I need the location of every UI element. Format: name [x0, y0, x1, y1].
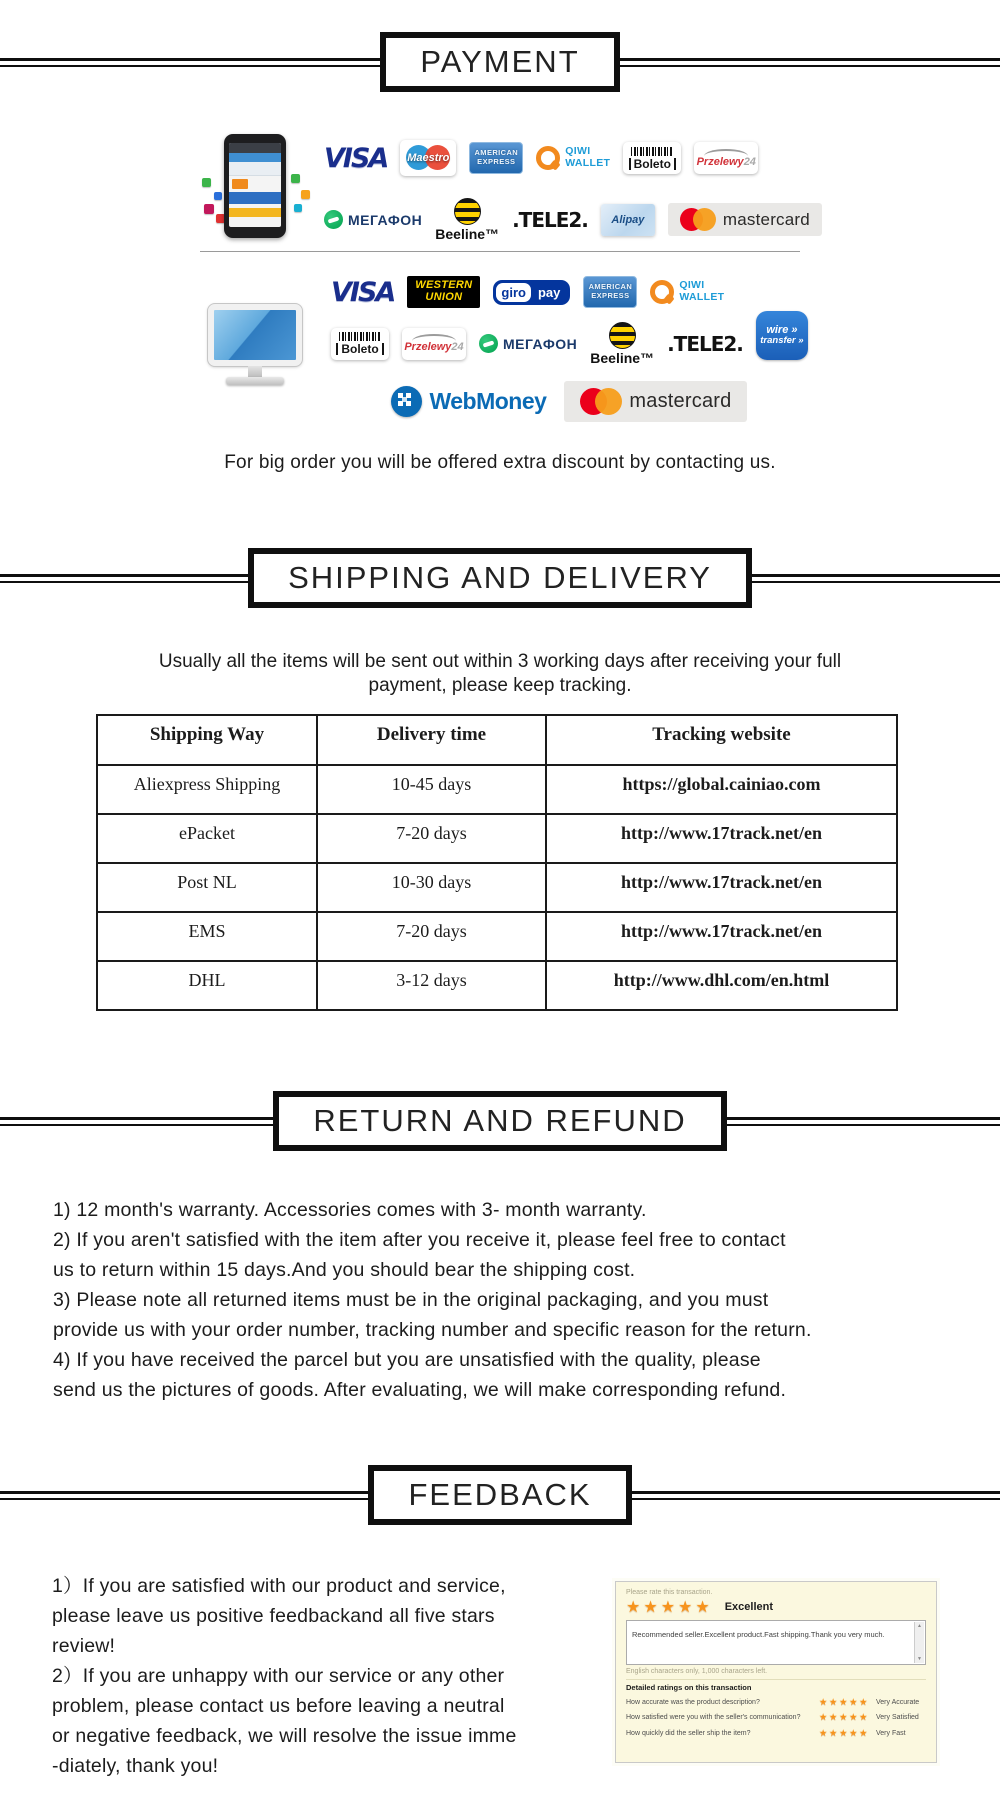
payment-section-header [0, 32, 1000, 92]
alipay-logo: Alipay [601, 204, 655, 236]
scroll-up-icon: ▲ [917, 1623, 922, 1629]
returns-line: 4) If you have received the parcel but you are unsatisfied with the quality, please [53, 1349, 761, 1371]
feedback-section-title: FEEDBACK [368, 1465, 631, 1525]
mastercard-logo: mastercard [564, 381, 747, 422]
shipping-section-title: SHIPPING AND DELIVERY [248, 548, 752, 608]
beeline-logo: Beeline™ [435, 198, 499, 241]
barcode-icon [339, 332, 381, 341]
returns-line: 3) Please note all returned items must be in the original packaging, and you must [53, 1289, 769, 1311]
mobile-payment-block [200, 130, 1000, 241]
beeline-logo: Beeline™ [590, 322, 654, 365]
app-tile-icon [202, 178, 211, 187]
qiwi-wallet-logo: QIWI WALLET [536, 146, 610, 170]
mobile-payment-row-1 [324, 140, 822, 176]
qiwi-q-icon [536, 146, 560, 170]
maestro-logo: Maestro [400, 140, 456, 176]
table-header-row [97, 715, 897, 765]
header-rule-left [0, 1491, 368, 1500]
header-rule-left [0, 58, 380, 67]
desktop-payment-row-3 [331, 381, 808, 422]
returns-line: provide us with your order number, tracking number and specific reason for the return. [53, 1319, 812, 1341]
feedback-line: 2）If you are unhappy with our service or any other [52, 1665, 505, 1687]
monitor-stand [248, 366, 262, 377]
rating-answer: Very Fast [876, 1729, 906, 1737]
five-star-rating-icon: ★★★★★ [818, 1712, 869, 1723]
visa-logo: VISA [324, 142, 388, 174]
detailed-rating-row [626, 1712, 926, 1723]
tele2-logo: .TELE2. [667, 331, 743, 356]
rate-transaction-label: Please rate this transaction. [626, 1589, 713, 1596]
feedback-line: please leave us positive feedbackand all five stars [52, 1605, 495, 1627]
shipping-table [96, 714, 898, 1011]
column-header-delivery-time: Delivery time [317, 715, 546, 765]
shipping-way-cell: Post NL [97, 863, 317, 912]
app-tile-icon [214, 192, 222, 200]
five-star-rating-icon: ★★★★★ [818, 1696, 869, 1708]
monitor-base [226, 377, 284, 385]
five-star-rating-icon: ★★★★★ [626, 1599, 713, 1616]
beeline-circle-icon [454, 198, 481, 225]
phone-body [224, 134, 286, 238]
megafon-circle-icon [479, 334, 498, 353]
header-rule-right [632, 1491, 1000, 1500]
feedback-policy-text [52, 1571, 557, 1781]
webmoney-circle-icon [391, 386, 422, 417]
tracking-website-cell: http://www.17track.net/en [546, 863, 897, 912]
header-rule-right [727, 1117, 1000, 1126]
feedback-content [52, 1571, 1000, 1781]
delivery-time-cell: 10-30 days [317, 863, 546, 912]
delivery-time-cell: 3-12 days [317, 961, 546, 1010]
table-row [97, 765, 897, 814]
rating-question: How satisfied were you with the seller's communication? [626, 1714, 801, 1721]
shipping-way-cell: DHL [97, 961, 317, 1010]
shipping-section-header [0, 548, 1000, 608]
app-tile-icon [291, 174, 300, 183]
tracking-website-cell: http://www.17track.net/en [546, 814, 897, 863]
shipping-way-cell: ePacket [97, 814, 317, 863]
delivery-time-cell: 7-20 days [317, 912, 546, 961]
returns-line: 1) 12 month's warranty. Accessories comes with 3- month warranty. [53, 1199, 647, 1221]
app-tile-icon [204, 204, 214, 214]
returns-line: send us the pictures of goods. After evaluating, we will make corresponding refund. [53, 1379, 787, 1401]
payment-section-title: PAYMENT [380, 32, 619, 92]
header-rule-right [752, 574, 1000, 583]
rating-answer: Very Satisfied [876, 1714, 919, 1721]
przelewy24-logo: Przelewy24 [694, 142, 758, 174]
table-row [97, 961, 897, 1010]
desktop-payment-row-1 [331, 276, 808, 308]
megafon-logo: МЕГАФОН [324, 210, 422, 229]
monitor-screen [208, 304, 302, 366]
desktop-payment-block [205, 266, 1000, 422]
detailed-ratings-title: Detailed ratings on this transaction [626, 1679, 926, 1692]
scrollbar [914, 1622, 924, 1663]
returns-section-title: RETURN AND REFUND [273, 1091, 726, 1151]
shipping-way-cell: EMS [97, 912, 317, 961]
feedback-line: -diately, thank you! [52, 1755, 219, 1777]
przelewy-arc-icon [704, 149, 748, 156]
payment-discount-note: For big order you will be offered extra discount by contacting us. [224, 452, 776, 473]
feedback-section-header [0, 1465, 1000, 1525]
rating-label: Excellent [724, 1601, 774, 1613]
column-header-shipping-way: Shipping Way [97, 715, 317, 765]
webmoney-logo: WebMoney [391, 386, 546, 417]
column-header-tracking-website: Tracking website [546, 715, 897, 765]
wire-transfer-logo: wire » transfer » [756, 311, 808, 360]
returns-line: us to return within 15 days.And you should bear the shipping cost. [53, 1259, 636, 1281]
rating-question: How accurate was the product description? [626, 1698, 760, 1706]
delivery-time-cell: 10-45 days [317, 765, 546, 814]
feedback-line: 1）If you are satisfied with our product and service, [52, 1575, 506, 1597]
rating-question: How quickly did the seller ship the item? [626, 1729, 751, 1737]
tracking-website-cell: http://www.17track.net/en [546, 912, 897, 961]
feedback-line: problem, please contact us before leaving a neutral [52, 1695, 505, 1717]
five-star-rating-icon: ★★★★★ [818, 1727, 869, 1739]
scroll-down-icon: ▼ [917, 1656, 922, 1662]
detailed-rating-row [626, 1728, 926, 1739]
rating-answer: Very Accurate [876, 1698, 920, 1706]
tele2-logo: .TELE2. [512, 207, 588, 232]
mobile-payment-row-2 [324, 198, 822, 241]
western-union-logo: WESTERN UNION [407, 276, 480, 307]
shipping-intro [0, 650, 1000, 698]
returns-line: 2) If you aren't satisfied with the item after you receive it, please feel free to contact [53, 1229, 786, 1251]
app-tile-icon [301, 190, 310, 199]
american-express-logo: AMERICAN EXPRESS [583, 276, 637, 308]
feedback-line: or negative feedback, we will resolve the issue imme [52, 1725, 517, 1747]
megafon-circle-icon [324, 210, 343, 229]
barcode-icon [631, 147, 673, 156]
returns-policy-text [53, 1195, 968, 1405]
shipping-intro-line2: payment, please keep tracking. [368, 675, 632, 696]
megafon-logo: МЕГАФОН [479, 334, 577, 353]
przelewy-arc-icon [412, 334, 456, 341]
header-rule-right [620, 58, 1000, 67]
feedback-comment-box [626, 1620, 926, 1665]
qiwi-wallet-logo: QIWI WALLET [650, 280, 724, 304]
table-row [97, 912, 897, 961]
shipping-way-cell: Aliexpress Shipping [97, 765, 317, 814]
phone-screen [229, 143, 281, 227]
qiwi-q-icon [650, 280, 674, 304]
detailed-rating-row [626, 1697, 926, 1708]
delivery-time-cell: 7-20 days [317, 814, 546, 863]
boleto-logo: Boleto [623, 142, 681, 174]
shipping-intro-line1: Usually all the items will be sent out within 3 working days after receiving your full [158, 651, 842, 672]
beeline-circle-icon [609, 322, 636, 349]
feedback-comment-text: Recommended seller.Excellent product.Fast shipping.Thank you very much. [632, 1630, 885, 1639]
header-rule-left [0, 1117, 273, 1126]
smartphone-image [200, 134, 312, 238]
visa-logo: VISA [331, 276, 395, 308]
app-tile-icon [294, 204, 302, 212]
feedback-line: review! [52, 1635, 116, 1657]
mastercard-circles-icon [680, 208, 716, 231]
american-express-logo: AMERICAN EXPRESS [469, 142, 523, 174]
boleto-logo: Boleto [331, 328, 389, 360]
table-row [97, 814, 897, 863]
character-limit-note: English characters only, 1,000 characters left. [626, 1668, 768, 1675]
giropay-logo: giro pay [493, 280, 570, 305]
desktop-computer-image [205, 304, 305, 385]
payment-divider [200, 251, 800, 252]
table-row [97, 863, 897, 912]
desktop-payment-row-2 [331, 322, 808, 365]
tracking-website-cell: https://global.cainiao.com [546, 765, 897, 814]
header-rule-left [0, 574, 248, 583]
mastercard-logo: mastercard [668, 203, 822, 236]
returns-section-header [0, 1091, 1000, 1151]
tracking-website-cell: http://www.dhl.com/en.html [546, 961, 897, 1010]
przelewy24-logo: Przelewy24 [402, 328, 466, 360]
mastercard-circles-icon [580, 388, 622, 415]
feedback-rating-widget-image [615, 1581, 937, 1763]
